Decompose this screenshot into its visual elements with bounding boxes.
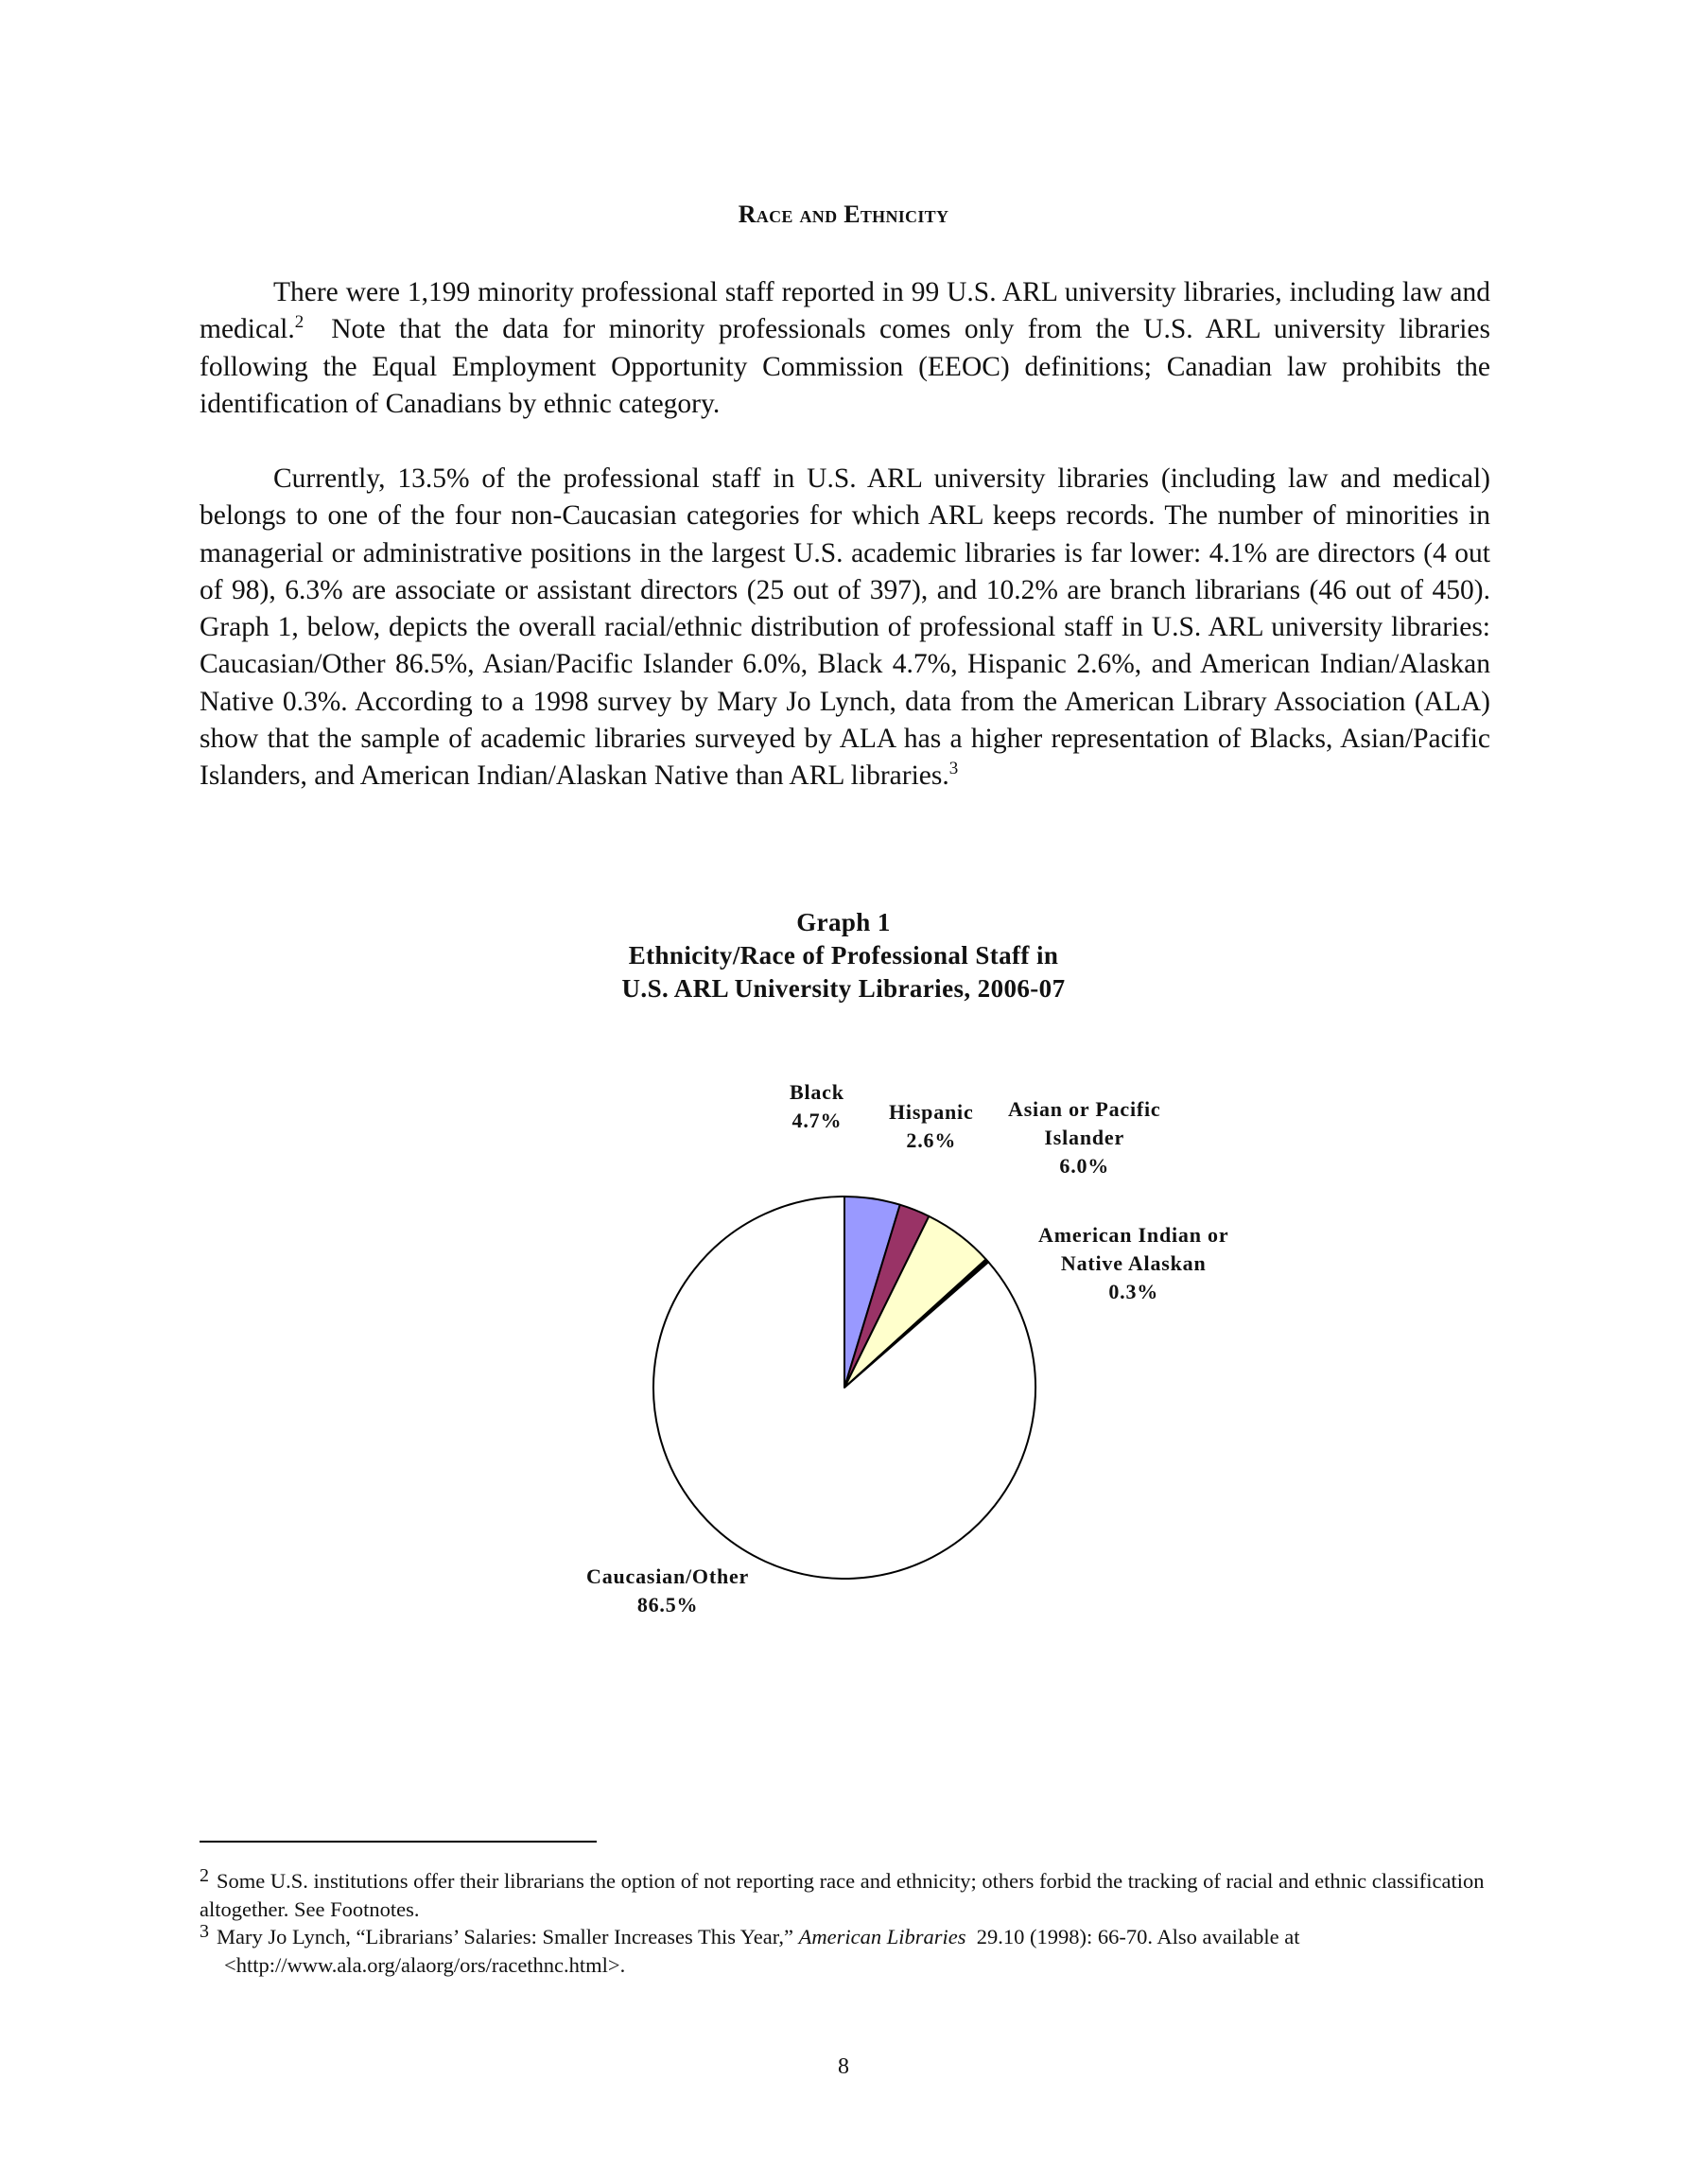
- footnote-number: 3: [200, 1921, 209, 1942]
- footnote-text: Some U.S. institutions offer their librarians the option of not reporting race and ethnicity; others forbid the tracking of racial and ethnic classification altogether. See Footnotes.: [200, 1869, 1485, 1921]
- journal-title: American Libraries: [798, 1925, 966, 1948]
- label-text: Asian or Pacific: [1008, 1097, 1161, 1121]
- graph-title-line: Graph 1: [796, 908, 891, 936]
- paragraph-text: There were 1,199 minority professional staff reported in 99 U.S. ARL university libraries, including law and medical.: [200, 277, 1490, 345]
- label-text: Black: [790, 1080, 844, 1104]
- label-text: Caucasian/Other: [586, 1564, 750, 1588]
- pie-slices: [653, 1197, 1035, 1579]
- section-heading: Race and Ethnicity: [738, 201, 949, 228]
- footnote-url-link[interactable]: <http://www.ala.org/alaorg/ors/racethnc.html>.: [224, 1953, 626, 1977]
- paragraph-text: Note that the data for minority professionals comes only from the U.S. ARL university libraries following the Equal Employment Opportunity Commission (EEOC) definitions; Canadian law prohibits the identification of Canadians by ethnic category.: [200, 314, 1498, 419]
- label-text: Hispanic: [889, 1100, 974, 1124]
- graph-title-line: Ethnicity/Race of Professional Staff in: [628, 941, 1059, 970]
- footnote-3: [200, 1917, 1490, 1980]
- footnote-ref-2[interactable]: 2: [294, 312, 304, 333]
- label-value: 4.7%: [791, 1109, 843, 1132]
- footnote-number: 2: [200, 1865, 209, 1886]
- footnote-text: 29.10 (1998): 66-70. Also available at: [965, 1925, 1300, 1948]
- pie-label-black: [790, 1078, 844, 1135]
- pie-label-hispanic: [889, 1098, 974, 1155]
- graph-title-line: U.S. ARL University Libraries, 2006-07: [621, 974, 1066, 1003]
- page-number: 8: [838, 2054, 849, 2079]
- paragraph-text: Currently, 13.5% of the professional staff in U.S. ARL university libraries (including law and medical) belongs to one of the four non-Caucasian categories for which ARL keeps records. The number of minorities in managerial or administrative positions in the largest U.S. academic libraries is far lower: 4.1% are directors (4 out of 98), 6.3% are associate or assistant directors (25 out of 397), and 10.2% are branch librarians (46 out of 450). Graph 1, below, depicts the overall racial/ethnic distribution of professional staff in U.S. ARL university libraries: Caucasian/Other 86.5%, Asian/Pacific Islander 6.0%, Black 4.7%, Hispanic 2.6%, and American Indian/Alaskan Native 0.3%. According to a 1998 survey by Mary Jo Lynch, data from the American Library Association (ALA) show that the sample of academic libraries surveyed by ALA has a higher representation of Blacks, Asian/Pacific Islanders, and American Indian/Alaskan Native than ARL libraries.: [200, 463, 1490, 792]
- label-text: Islander: [1044, 1126, 1125, 1149]
- footnote-2: [200, 1861, 1490, 1924]
- footnote-text: Mary Jo Lynch, “Librarians’ Salaries: Smaller Increases This Year,”: [217, 1925, 799, 1948]
- footnote-separator: [200, 1841, 597, 1843]
- label-text: American Indian or: [1038, 1223, 1229, 1247]
- pie-label-asian: [1008, 1095, 1160, 1180]
- footnote-ref-3[interactable]: 3: [948, 759, 959, 779]
- label-value: 0.3%: [1108, 1280, 1159, 1303]
- pie-label-american-indian: [1038, 1221, 1228, 1306]
- label-text: Native Alaskan: [1060, 1251, 1207, 1275]
- label-value: 6.0%: [1059, 1154, 1110, 1178]
- label-value: 2.6%: [906, 1128, 957, 1152]
- pie-label-caucasian: [586, 1563, 749, 1619]
- label-value: 86.5%: [636, 1593, 699, 1616]
